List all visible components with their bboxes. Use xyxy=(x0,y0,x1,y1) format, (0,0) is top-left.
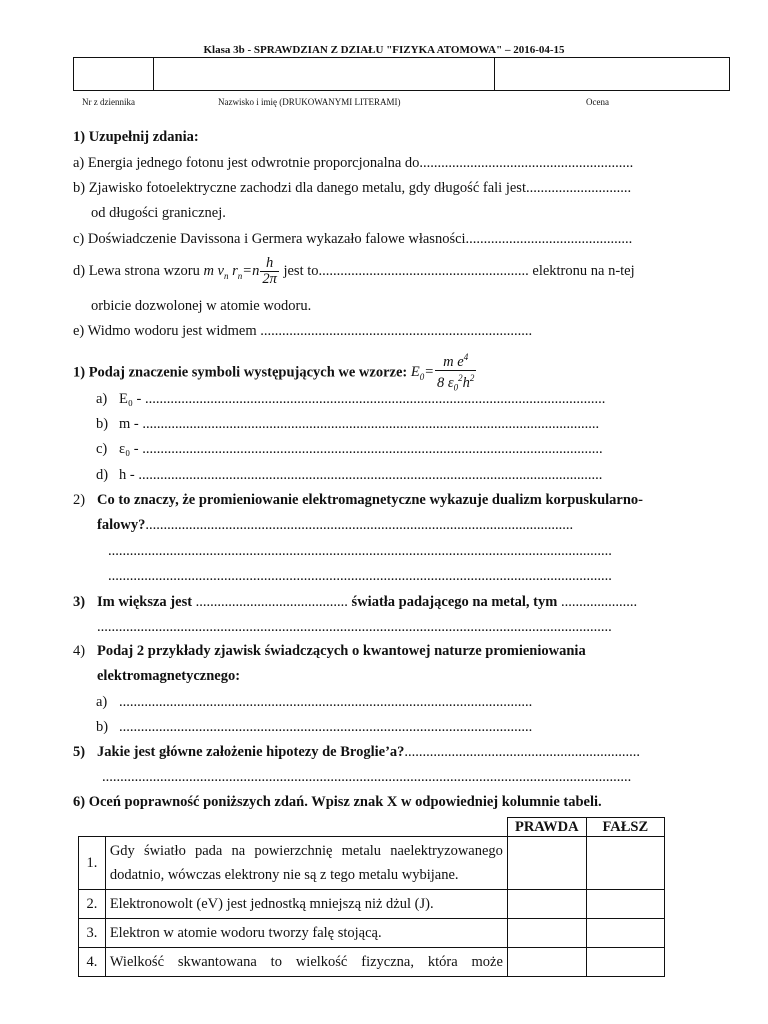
q6-line1 xyxy=(97,744,640,761)
formula-fraction-energy: $\frac{m e^4}{8 \varepsilon_0^2h^2}$ xyxy=(437,352,475,393)
q6-question: Jakie jest główne założenie hipotezy de Broglie’a? xyxy=(97,744,405,760)
q1-d-prefix: d) Lewa strona wzoru xyxy=(73,263,200,279)
row-number: 1. xyxy=(79,837,106,890)
q1-heading: 1) Uzupełnij zdania: xyxy=(73,129,199,145)
q4-answer-line: .............................................................................................................................................. xyxy=(97,619,612,635)
false-checkbox-cell[interactable] xyxy=(586,948,664,977)
true-checkbox-cell[interactable] xyxy=(507,837,586,890)
q1-c: c) Doświadczenie Davissona i Germera wykazało falowe własności.............................................. xyxy=(73,231,633,247)
q1-d-suffix: jest to.......................................................... elektronu na n-tej xyxy=(283,263,635,279)
formula-angular-momentum: m $v_n$ $r_n=n$ xyxy=(203,262,260,281)
q5-num: 4) xyxy=(73,643,86,659)
q3-num: 2) xyxy=(73,492,86,508)
true-checkbox-cell[interactable] xyxy=(507,890,586,919)
table-header-blank xyxy=(79,818,508,837)
q1-b: b) Zjawisko fotoelektryczne zachodzi dla danego metalu, gdy długość fali jest............................. xyxy=(73,180,632,196)
q3-answer-line: ........................................................................................................................................... xyxy=(108,568,612,584)
q2-d-label: d) xyxy=(96,467,109,483)
q5-b: .................................................................................................................. xyxy=(119,719,533,735)
table-header-row xyxy=(79,818,665,837)
table-row xyxy=(79,919,665,948)
q7-heading: 6) Oceń poprawność poniższych zdań. Wpisz znak X w odpowiedniej kolumnie tabeli. xyxy=(73,794,602,810)
true-checkbox-cell[interactable] xyxy=(507,919,586,948)
q6-dots: ................................................................. xyxy=(404,744,641,760)
row-statement: Gdy światło pada na powierzchnię metalu naelektryzowanego dodatnio, wówczas elektrony nie są z tego metalu wybijane. xyxy=(105,837,507,890)
worksheet-title: Klasa 3b - SPRAWDZIAN Z DZIAŁU "FIZYKA ATOMOWA" – 2016-04-15 xyxy=(203,44,565,56)
q4-line1 xyxy=(97,594,637,611)
q4-part1: Im większa jest xyxy=(97,594,193,610)
row-statement: Wielkość skwantowana to wielkość fizyczna, która może xyxy=(105,948,507,977)
row-statement: Elektron w atomie wodoru tworzy falę stojącą. xyxy=(105,919,507,948)
formula-fraction-h-2pi: $\frac{h}{2\pi}$ xyxy=(262,255,277,287)
grade-field xyxy=(494,58,731,90)
table-row xyxy=(79,948,665,977)
q3-line1: Co to znaczy, że promieniowanie elektromagnetyczne wykazuje dualizm korpuskularno- xyxy=(97,492,643,508)
q3-line2-bold: falowy? xyxy=(97,517,146,533)
nr-field[interactable] xyxy=(74,58,154,90)
row-number: 3. xyxy=(79,919,106,948)
false-checkbox-cell[interactable] xyxy=(586,919,664,948)
row-statement: Elektronowolt (eV) jest jednostką mniejszą niż dżul (J). xyxy=(105,890,507,919)
q4-dots1: .......................................... xyxy=(192,594,352,610)
q4-num: 3) xyxy=(73,594,86,610)
q4-dots2: ..................... xyxy=(557,594,638,610)
q4-part2: światła padającego na metal, tym xyxy=(351,594,558,610)
col-true-header: PRAWDA xyxy=(507,818,586,837)
q2-heading: 1) Podaj znaczenie symboli występujących we wzorze: xyxy=(73,364,408,381)
true-false-table xyxy=(78,817,665,977)
q2-a: E₀ - ............................................................................................................................... xyxy=(119,391,606,407)
q2-heading-row xyxy=(73,350,477,396)
q5-b-label: b) xyxy=(96,719,109,735)
q1-e: e) Widmo wodoru jest widmem ........................................................................... xyxy=(73,323,533,339)
q1-d-cont: orbicie dozwolonej w atomie wodoru. xyxy=(91,298,312,314)
table-row xyxy=(79,890,665,919)
table-row xyxy=(79,837,665,890)
q5-line1: Podaj 2 przykłady zjawisk świadczących o kwantowej naturze promieniowania xyxy=(97,643,586,659)
q2-c: ε₀ - ............................................................................................................................... xyxy=(119,441,603,457)
q2-a-label: a) xyxy=(96,391,108,407)
q6-num: 5) xyxy=(73,744,86,760)
label-grade: Ocena xyxy=(586,97,609,107)
q2-c-label: c) xyxy=(96,441,108,457)
q6-answer-line: .................................................................................................................................................. xyxy=(102,769,632,785)
col-false-header: FAŁSZ xyxy=(586,818,664,837)
false-checkbox-cell[interactable] xyxy=(586,837,664,890)
row-number: 2. xyxy=(79,890,106,919)
q5-line2: elektromagnetycznego: xyxy=(97,668,241,684)
label-name: Nazwisko i imię (DRUKOWANYMI LITERAMI) xyxy=(218,97,401,107)
q1-b-cont: od długości granicznej. xyxy=(91,205,226,221)
q1-a: a) Energia jednego fotonu jest odwrotnie proporcjonalna do........................................................... xyxy=(73,155,634,171)
row-number: 4. xyxy=(79,948,106,977)
false-checkbox-cell[interactable] xyxy=(586,890,664,919)
q5-a: .................................................................................................................. xyxy=(119,694,533,710)
q5-a-label: a) xyxy=(96,694,108,710)
q3-answer-line: ........................................................................................................................................... xyxy=(108,543,612,559)
q3-line2 xyxy=(97,517,573,534)
q2-b: m - .............................................................................................................................. xyxy=(119,416,600,432)
q1-d xyxy=(73,256,635,287)
q3-line2-dots: ...................................................................................................................... xyxy=(145,517,574,533)
q2-d: h - ................................................................................................................................ xyxy=(119,467,603,483)
name-field[interactable] xyxy=(153,58,495,90)
true-checkbox-cell[interactable] xyxy=(507,948,586,977)
formula-energy-e0: $E_0=$ xyxy=(410,363,435,382)
label-nr: Nr z dziennika xyxy=(82,97,135,107)
student-info-box xyxy=(73,57,730,91)
q2-b-label: b) xyxy=(96,416,109,432)
